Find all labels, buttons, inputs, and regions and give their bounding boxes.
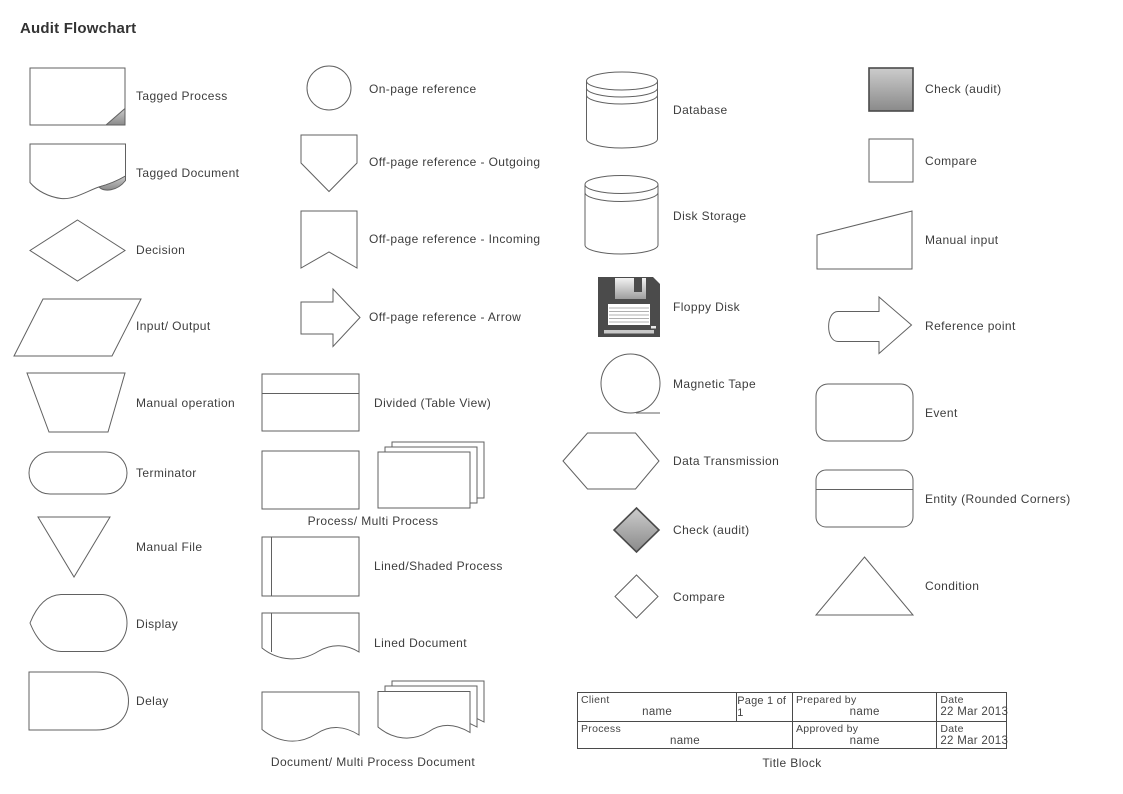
lined-document-shape: [262, 613, 359, 659]
label-magnetic-tape: Magnetic Tape: [673, 377, 757, 391]
label-check-audit-diamond: Check (audit): [673, 523, 750, 537]
date-cell-2: [937, 722, 1009, 748]
magnetic-tape-shape: [601, 354, 660, 413]
approved-by-value: name: [849, 735, 880, 747]
label-display: Display: [136, 617, 179, 631]
page-cell: [737, 693, 793, 721]
page-title: Audit Flowchart: [20, 20, 137, 37]
label-data-transmission: Data Transmission: [673, 454, 780, 468]
prepared-by-cell: [793, 693, 937, 721]
event-shape: [816, 384, 913, 441]
label-compare-square: Compare: [925, 154, 978, 168]
page-number: Page 1 of 1: [737, 695, 787, 719]
check-audit-square-shape: [869, 68, 913, 111]
client-label: Client: [581, 694, 610, 706]
on-page-reference-shape: [307, 66, 351, 110]
client-cell: [578, 693, 737, 721]
label-manual-input: Manual input: [925, 233, 999, 247]
label-input-output: Input/ Output: [136, 319, 211, 333]
entity-rounded-corners-shape: [816, 470, 913, 527]
label-condition: Condition: [925, 579, 980, 593]
label-off-page-arrow: Off-page reference - Arrow: [369, 310, 522, 324]
compare-square-shape: [869, 139, 913, 182]
label-terminator: Terminator: [136, 466, 197, 480]
compare-diamond-shape: [615, 575, 658, 618]
date-label-2: Date: [940, 723, 964, 735]
title-block-caption: Title Block: [762, 756, 822, 770]
database-shape: [587, 72, 658, 148]
label-manual-file: Manual File: [136, 540, 203, 554]
caption-document-multi-document: Document/ Multi Process Document: [270, 755, 476, 769]
process-value: name: [670, 735, 700, 747]
label-database: Database: [673, 103, 728, 117]
title-block: [577, 692, 1007, 749]
multi-document-shape: [378, 681, 484, 738]
off-page-arrow-shape: [301, 289, 360, 347]
delay-shape: [29, 672, 129, 730]
prepared-by-label: Prepared by: [796, 694, 857, 706]
process-label: Process: [581, 723, 622, 735]
document-shape: [262, 692, 359, 741]
approved-by-cell: [793, 722, 937, 748]
process-cell: [578, 722, 793, 748]
label-floppy-disk: Floppy Disk: [673, 300, 741, 314]
label-tagged-document: Tagged Document: [136, 166, 240, 180]
reference-point-shape: [829, 297, 912, 354]
label-event: Event: [925, 406, 958, 420]
date-label-1: Date: [940, 694, 964, 706]
date-value-1: 22 Mar 2013: [940, 706, 1009, 718]
date-cell-1: [937, 693, 1009, 721]
tagged-process-shape: [30, 68, 125, 125]
condition-shape: [816, 557, 913, 615]
display-shape: [30, 595, 127, 652]
label-divided-table-view: Divided (Table View): [374, 396, 492, 410]
divided-table-view-shape: [262, 374, 359, 431]
label-delay: Delay: [136, 694, 169, 708]
manual-input-shape: [817, 211, 912, 269]
approved-by-label: Approved by: [796, 723, 859, 735]
label-off-page-incoming: Off-page reference - Incoming: [369, 232, 541, 246]
manual-file-shape: [38, 517, 110, 577]
off-page-outgoing-shape: [301, 135, 357, 192]
label-compare-diamond: Compare: [673, 590, 726, 604]
client-value: name: [642, 706, 673, 718]
check-audit-diamond-shape: [614, 508, 659, 552]
decision-shape: [30, 220, 125, 281]
label-tagged-process: Tagged Process: [136, 89, 228, 103]
manual-operation-shape: [27, 373, 125, 432]
data-transmission-shape: [563, 433, 659, 489]
label-reference-point: Reference point: [925, 319, 1016, 333]
terminator-shape: [29, 452, 127, 494]
label-on-page-reference: On-page reference: [369, 82, 477, 96]
input-output-shape: [14, 299, 141, 356]
process-shape: [262, 451, 359, 509]
label-entity-rounded-corners: Entity (Rounded Corners): [925, 492, 1071, 506]
label-manual-operation: Manual operation: [136, 396, 236, 410]
title-block-row-2: [578, 722, 1009, 748]
label-lined-document: Lined Document: [374, 636, 467, 650]
multi-process-shape: [378, 442, 484, 508]
title-block-row-1: [578, 693, 1009, 722]
label-lined-shaded-process: Lined/Shaded Process: [374, 559, 503, 573]
label-decision: Decision: [136, 243, 186, 257]
caption-process-multi-process: Process/ Multi Process: [307, 514, 439, 528]
date-value-2: 22 Mar 2013: [940, 735, 1009, 747]
prepared-by-value: name: [849, 706, 880, 718]
disk-storage-shape: [585, 176, 658, 255]
label-disk-storage: Disk Storage: [673, 209, 747, 223]
floppy-disk-icon: [598, 277, 660, 337]
tagged-document-shape: [30, 144, 126, 199]
label-check-audit-square: Check (audit): [925, 82, 1002, 96]
off-page-incoming-shape: [301, 211, 357, 268]
lined-shaded-process-shape: [262, 537, 359, 596]
label-off-page-outgoing: Off-page reference - Outgoing: [369, 155, 541, 169]
